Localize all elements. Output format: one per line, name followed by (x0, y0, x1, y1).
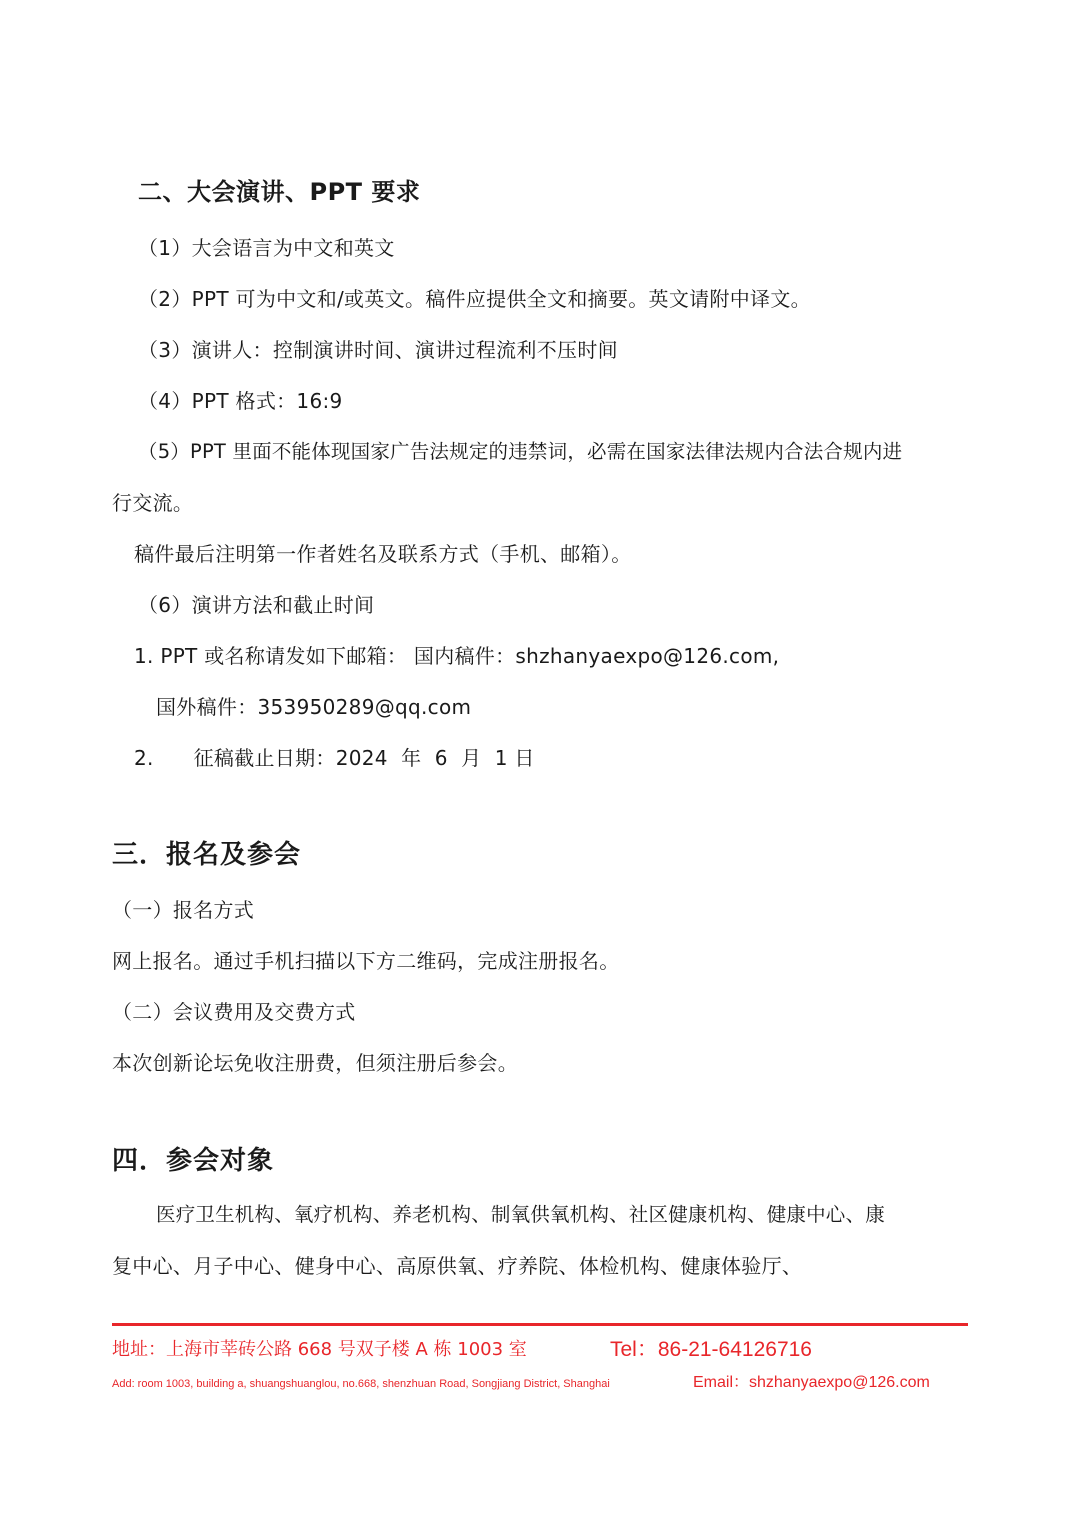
section3-heading: 三．报名及参会 (112, 840, 302, 870)
footer-address-en: Add: room 1003, building a, shuangshuanglou, no.668, shenzhuan Road, Songjiang District, Shanghai (112, 1378, 610, 1390)
section3-fee-text: 本次创新论坛免收注册费，但须注册后参会。 (112, 1051, 518, 1075)
section2-deadline: 2. 征稿截止日期：2024 年 6 月 1 日 (134, 746, 535, 770)
section2-item-6: （6）演讲方法和截止时间 (138, 593, 375, 617)
footer-email: Email：shzhanyaexpo@126.com (693, 1374, 930, 1391)
section3-registration-method-title: （一）报名方式 (112, 898, 255, 922)
section2-heading: 二、大会演讲、PPT 要求 (138, 178, 421, 206)
section2-submission-email-domestic: 1. PPT 或名称请发如下邮箱： 国内稿件：shzhanyaexpo@126.com, (134, 644, 780, 668)
footer-divider (112, 1323, 968, 1326)
section3-fee-title: （二）会议费用及交费方式 (112, 1000, 356, 1024)
section4-participants-line-2: 复中心、月子中心、健身中心、高原供氧、疗养院、体检机构、健康体验厅、 (112, 1254, 803, 1278)
section2-item-5: （5）PPT 里面不能体现国家广告法规定的违禁词，必需在国家法律法规内合法合规内进 (138, 440, 903, 463)
footer-address-cn: 地址：上海市莘砖公路 668 号双子楼 A 栋 1003 室 (112, 1339, 527, 1360)
footer-telephone: Tel：86-21-64126716 (610, 1338, 812, 1361)
section2-item-1: （1）大会语言为中文和英文 (138, 236, 395, 260)
section4-participants-line-1: 医疗卫生机构、氧疗机构、养老机构、制氧供氧机构、社区健康机构、健康中心、康 (156, 1203, 885, 1226)
section2-item-2: （2）PPT 可为中文和/或英文。稿件应提供全文和摘要。英文请附中译文。 (138, 287, 811, 311)
section4-heading: 四．参会对象 (112, 1146, 275, 1176)
section2-manuscript-note: 稿件最后注明第一作者姓名及联系方式（手机、邮箱）。 (134, 542, 632, 566)
section2-submission-email-foreign: 国外稿件：353950289@qq.com (156, 695, 472, 719)
section2-item-5-continued: 行交流。 (112, 491, 194, 515)
section3-registration-method-text: 网上报名。通过手机扫描以下方二维码，完成注册报名。 (112, 949, 620, 973)
section2-item-4: （4）PPT 格式：16:9 (138, 389, 343, 413)
section2-item-3: （3）演讲人：控制演讲时间、演讲过程流利不压时间 (138, 338, 618, 362)
